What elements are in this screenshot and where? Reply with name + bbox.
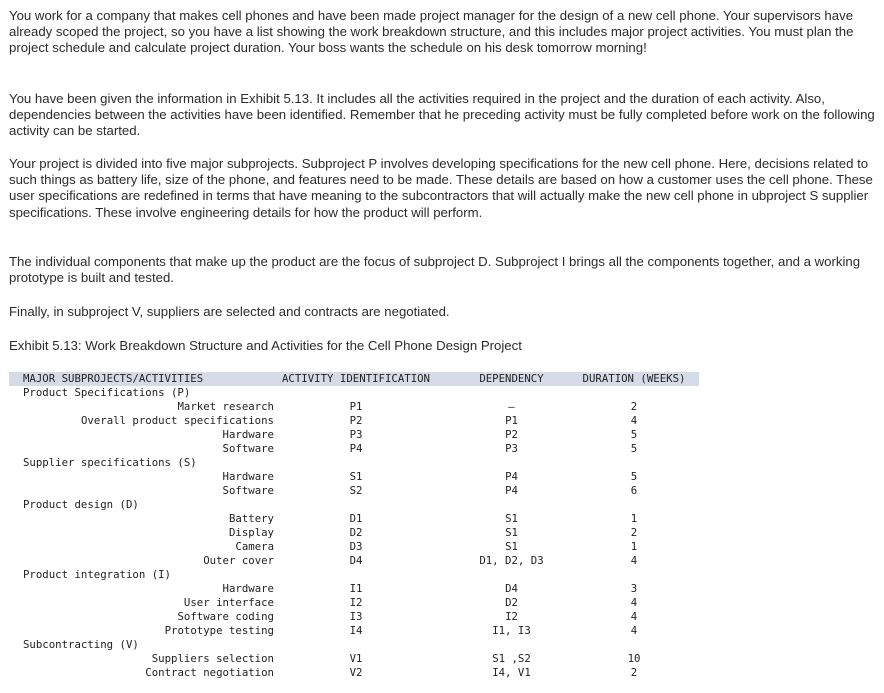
activity-duration: 6 <box>630 484 638 497</box>
activity-name: Contract negotiation <box>145 666 274 679</box>
activity-id: V2 <box>349 666 363 679</box>
activity-name: Camera <box>235 540 274 553</box>
activity-id: S1 <box>349 470 363 483</box>
activity-id: D2 <box>349 526 363 539</box>
activity-name: Market research <box>177 400 274 413</box>
header-activity: MAJOR SUBPROJECTS/ACTIVITIES <box>23 372 204 385</box>
activity-dependency: I4, V1 <box>492 666 531 679</box>
wbs-table <box>9 371 709 691</box>
activity-dependency: P2 <box>505 428 518 441</box>
activity-id: I1 <box>349 582 363 595</box>
activity-id: D3 <box>349 540 363 553</box>
activity-name: Software <box>222 442 274 455</box>
activity-dependency: P4 <box>505 470 518 483</box>
activity-duration: 1 <box>630 540 638 553</box>
activity-dependency: S1 ,S2 <box>492 652 531 665</box>
activity-name: Battery <box>228 512 274 525</box>
activity-name: User interface <box>183 596 274 609</box>
activity-dependency: I2 <box>505 610 518 623</box>
activity-dependency: S1 <box>505 526 518 539</box>
activity-name: Display <box>228 526 274 539</box>
activity-id: P3 <box>349 428 363 441</box>
activity-duration: 2 <box>630 400 638 413</box>
activity-name: Hardware <box>222 582 274 595</box>
subproject-title: Subcontracting (V) <box>23 638 139 651</box>
activity-dependency: D4 <box>505 582 518 595</box>
subproject-title: Supplier specifications (S) <box>23 456 197 469</box>
activity-name: Hardware <box>222 428 274 441</box>
paragraph-intro: You work for a company that makes cell phones and have been made project manager for the design of a new cell phone. Your supervisors have already scoped the project, so you have a list showing the work breakdown structure, and this includes major project activities. You must plan the project schedule and calculate project duration. Your boss wants the schedule on his desk tomorrow morning! <box>9 8 854 56</box>
activity-duration: 5 <box>630 428 638 441</box>
activity-duration: 3 <box>630 582 638 595</box>
activity-dependency: – <box>508 400 515 413</box>
activity-name: Software coding <box>177 610 274 623</box>
activity-id: P4 <box>349 442 363 455</box>
activity-id: P1 <box>349 400 363 413</box>
activity-duration: 5 <box>630 470 638 483</box>
paragraph-components: The individual components that make up the product are the focus of subproject D. Subproject I brings all the components together, and a working prototype is built and tested. <box>9 254 861 286</box>
activity-dependency: I1, I3 <box>492 624 531 637</box>
activity-dependency: S1 <box>505 540 518 553</box>
activity-dependency: P3 <box>505 442 518 455</box>
activity-name: Outer cover <box>203 554 274 567</box>
activity-duration: 4 <box>630 554 638 567</box>
activity-duration: 4 <box>630 596 638 609</box>
activity-id: P2 <box>349 414 363 427</box>
paragraph-suppliers: Finally, in subproject V, suppliers are selected and contracts are negotiated. <box>9 304 450 319</box>
activity-dependency: D2 <box>505 596 518 609</box>
paragraph-exhibit-info: You have been given the information in Exhibit 5.13. It includes all the activities required in the project and the duration of each activity. Also, dependencies between the activities have been identified. Remember that he preceding activity must be fully completed before work on the following activity can be started. <box>9 91 875 139</box>
activity-id: D1 <box>349 512 363 525</box>
activity-id: I3 <box>349 610 363 623</box>
header-duration: DURATION (WEEKS) <box>582 372 686 385</box>
activity-id: D4 <box>349 554 363 567</box>
activity-dependency: D1, D2, D3 <box>479 554 544 567</box>
activity-duration: 4 <box>630 414 638 427</box>
activity-dependency: S1 <box>505 512 518 525</box>
activity-name: Suppliers selection <box>151 652 274 665</box>
subproject-title: Product design (D) <box>23 498 139 511</box>
header-id: ACTIVITY IDENTIFICATION <box>282 372 430 385</box>
subproject-title: Product Specifications (P) <box>23 386 191 399</box>
activity-id: S2 <box>349 484 363 497</box>
activity-name: Prototype testing <box>164 624 274 637</box>
activity-duration: 10 <box>627 652 641 665</box>
paragraph-subprojects: Your project is divided into five major subprojects. Subproject P involves developing specifications for the new cell phone. Here, decisions related to such things as battery life, size of the phone, and features need to be made. These details are based on how a customer uses the cell phone. These user specifications are redefined in terms that have meaning to the subcontractors that will actually make the new cell phone in ubproject S supplier specifications. These involve engineering details for how the product will perform. <box>9 156 873 220</box>
activity-dependency: P4 <box>505 484 518 497</box>
activity-name: Overall product specifications <box>80 414 274 427</box>
activity-duration: 2 <box>630 526 638 539</box>
header-dependency: DEPENDENCY <box>479 372 544 385</box>
activity-id: I2 <box>349 596 363 609</box>
activity-dependency: P1 <box>505 414 518 427</box>
activity-id: I4 <box>349 624 363 637</box>
exhibit-caption: Exhibit 5.13: Work Breakdown Structure and Activities for the Cell Phone Design Project <box>9 338 522 353</box>
activity-name: Software <box>222 484 274 497</box>
activity-name: Hardware <box>222 470 274 483</box>
activity-duration: 5 <box>630 442 638 455</box>
activity-id: V1 <box>349 652 363 665</box>
activity-duration: 4 <box>630 624 638 637</box>
subproject-title: Product integration (I) <box>23 568 171 581</box>
activity-duration: 4 <box>630 610 638 623</box>
activity-duration: 1 <box>630 512 638 525</box>
activity-duration: 2 <box>630 666 638 679</box>
